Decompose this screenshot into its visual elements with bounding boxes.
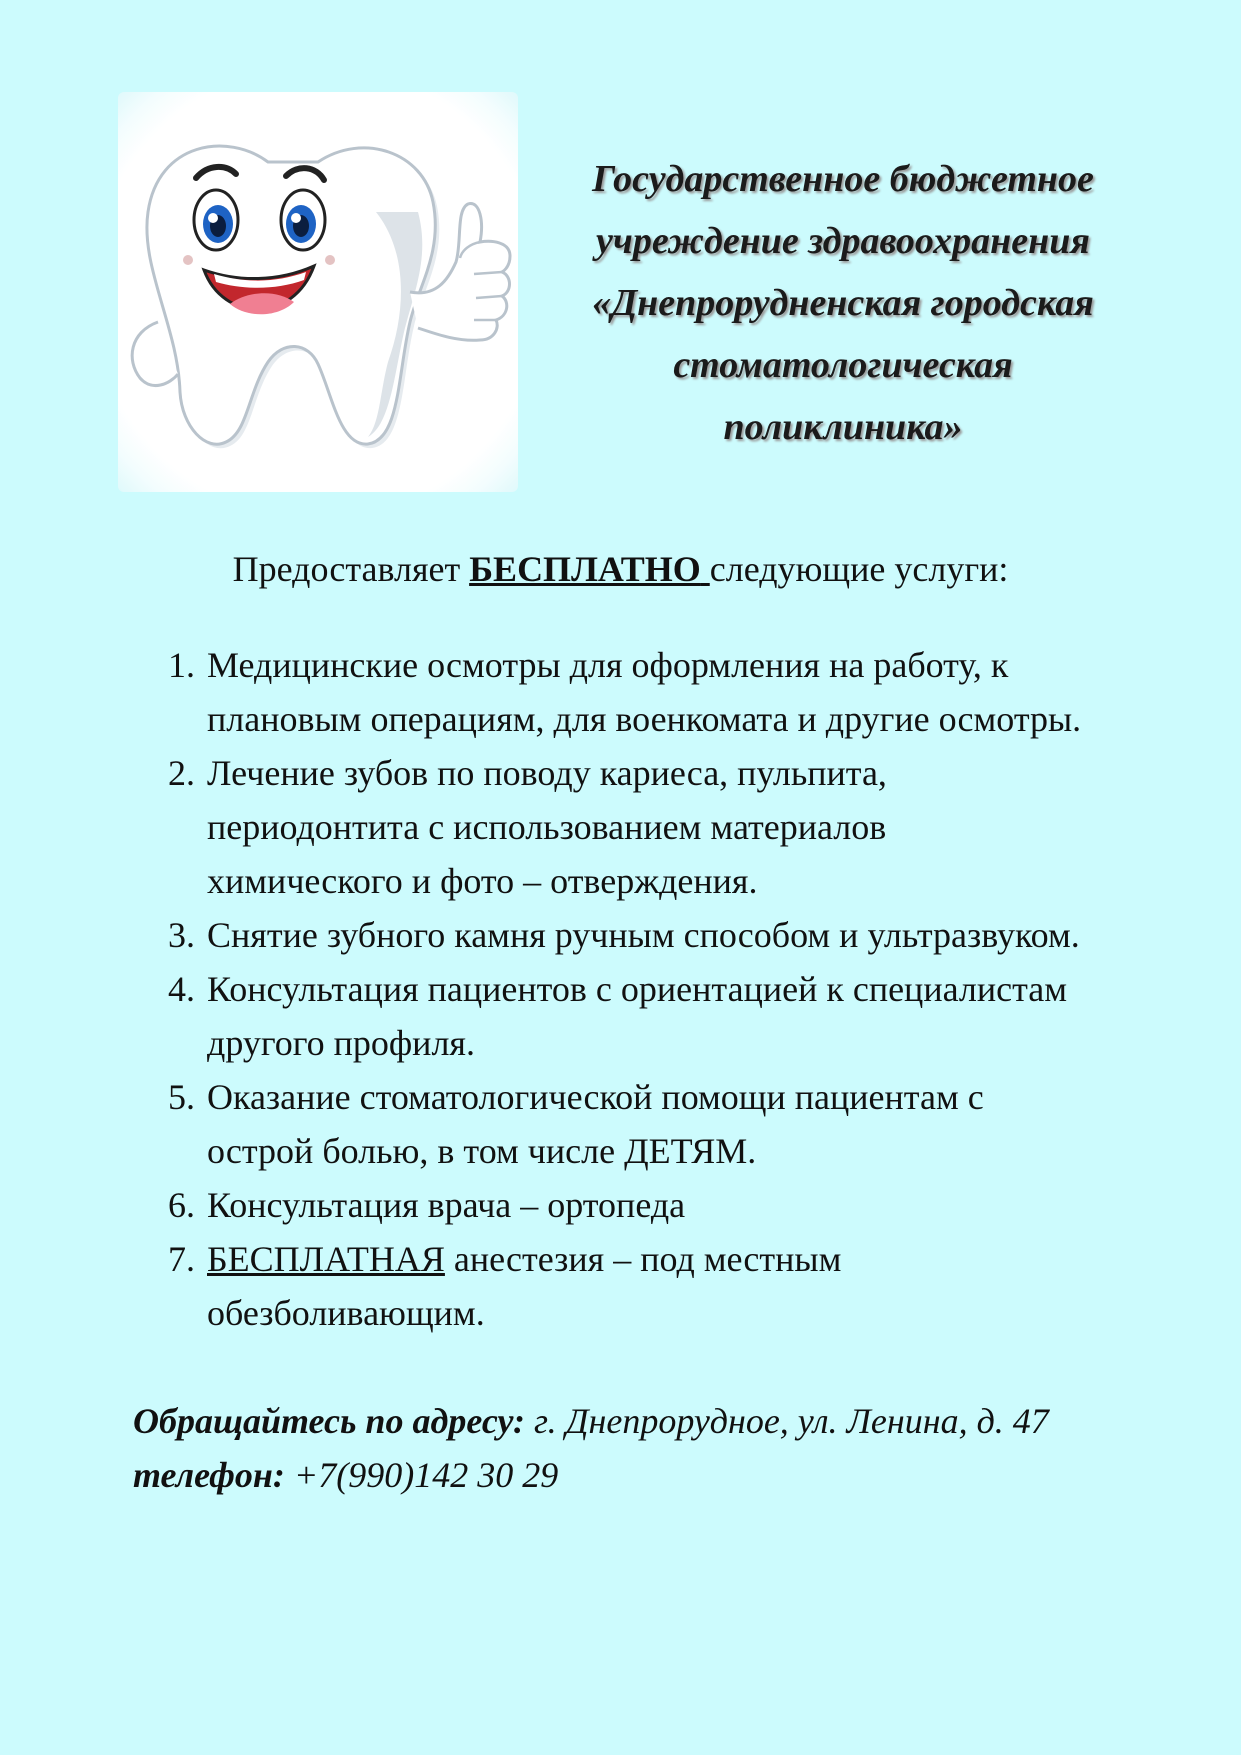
services-intro (0, 545, 1241, 593)
address-label: Обращайтесь по адресу: (133, 1401, 526, 1441)
title-line: Государственное бюджетное (592, 158, 1094, 200)
contact-info (133, 1394, 1049, 1502)
service-item (168, 962, 1228, 1070)
service-number: 5. (168, 1077, 195, 1117)
service-text: Снятие зубного камня ручным способом и ультразвуком. (207, 915, 1080, 955)
service-text: острой болью, в том числе ДЕТЯМ. (207, 1131, 757, 1171)
address-line (133, 1394, 1049, 1448)
service-item (168, 1178, 1228, 1232)
service-number: 6. (168, 1185, 195, 1225)
service-item (168, 1070, 1228, 1178)
service-number: 2. (168, 753, 195, 793)
service-text: периодонтита с использованием материалов (207, 807, 887, 847)
services-list (168, 638, 1228, 1340)
phone-label: телефон: (133, 1455, 285, 1495)
service-number: 7. (168, 1239, 195, 1279)
intro-before: Предоставляет (232, 549, 461, 589)
service-item (168, 746, 1228, 908)
tooth-mascot-image (118, 92, 518, 492)
service-text: Оказание стоматологической помощи пациентам с (207, 1077, 984, 1117)
service-text: Медицинские осмотры для оформления на работу, к (207, 645, 1009, 685)
service-item (168, 638, 1228, 746)
title-line: поликлиника» (723, 406, 963, 448)
title-line: стоматологическая (673, 344, 1013, 386)
service-text: химического и фото – отверждения. (207, 861, 758, 901)
address-value: г. Днепрорудное, ул. Ленина, д. 47 (525, 1401, 1049, 1441)
organization-title (548, 148, 1138, 458)
service-number: 4. (168, 969, 195, 1009)
service-text: плановым операциям, для военкомата и другие осмотры. (207, 699, 1082, 739)
service-number: 1. (168, 645, 195, 685)
title-line: «Днепрорудненская городская (592, 282, 1094, 324)
service-text: анестезия – под местным (444, 1239, 842, 1279)
service-item (168, 1232, 1228, 1340)
service-text: Консультация врача – ортопеда (207, 1185, 686, 1225)
phone-value: +7(990)142 30 29 (284, 1455, 559, 1495)
service-free-word: БЕСПЛАТНАЯ (207, 1239, 445, 1279)
intro-after: следующие услуги: (709, 549, 1009, 589)
service-text: другого профиля. (207, 1023, 475, 1063)
phone-line (133, 1448, 1049, 1502)
service-number: 3. (168, 915, 195, 955)
service-text: Лечение зубов по поводу кариеса, пульпита, (207, 753, 887, 793)
tooth-mascot-icon (118, 92, 518, 492)
intro-free-word: БЕСПЛАТНО (469, 549, 701, 589)
service-text-line (207, 1232, 1228, 1286)
title-line: учреждение здравоохранения (596, 220, 1090, 262)
service-item (168, 908, 1228, 962)
service-text: обезболивающим. (207, 1293, 485, 1333)
service-text: Консультация пациентов с ориентацией к специалистам (207, 969, 1068, 1009)
